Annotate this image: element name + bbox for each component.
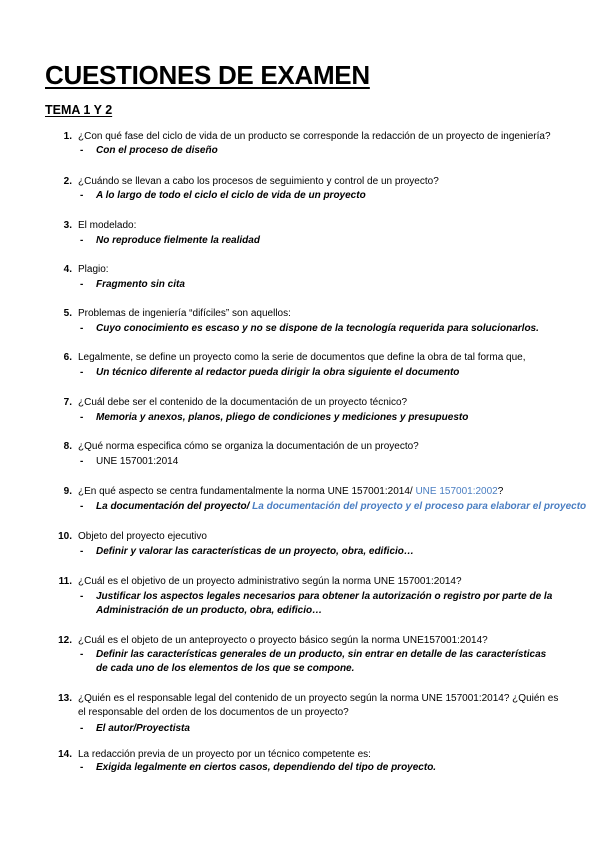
page-title: CUESTIONES DE EXAMEN (45, 60, 370, 90)
norm-link[interactable]: UNE 157001:2002 (415, 486, 498, 497)
question-text: El modelado: (78, 220, 137, 231)
question-number: 1. (63, 131, 72, 142)
question-text: ¿Quién es el responsable legal del contenido de un proyecto según la norma UNE 157001:2014? ¿Quién es el responsable del orden de los documentos de un proyecto? (78, 693, 559, 718)
question-text: ¿Cuál es el objeto de un anteproyecto o proyecto básico según la norma UNE157001:2014? (78, 635, 488, 646)
question-number: 5. (63, 308, 72, 319)
answer-text: Definir y valorar las características de un proyecto, obra, edificio… (96, 546, 414, 557)
document-page: CUESTIONES DE EXAMEN TEMA 1 Y 2 1. ¿Con qué fase del ciclo de vida de un producto se corresponde la redacción de un proyecto de ingeniería? - Con el proceso de diseño 2. ¿Cuándo se llevan a cabo los procesos de seguimiento y control de un proyecto? - A lo largo de todo el ciclo el ciclo de vida de un proyecto 3. El modelado: - No reproduce fielmente la realidad 4. Plagio: - Fragmento sin cita 5. Problemas de ingeniería “difíciles” son aquellos: - Cuyo conocimiento es escaso y no se dispone de la tecnología requerida para solucionarlos. 6. Legalmente, se define un proyecto como la serie de documentos que define la obra de tal forma que, - Un técnico diferente al redactor pueda dirigir la obra siguiente el documento 7. ¿Cuál debe ser el contenido de la documentación de un proyecto técnico? - Memoria y anexos, planos, pliego de condiciones y mediciones y presupuesto 8. ¿Qué norma especifica cómo se organiza la documentación de un proyecto? - UNE 157001:2014 9. ¿En qué aspecto se centra fundamentalmente la norma UNE 157001:2014/ UNE 157001:2002? - La documentación del proyecto/ La documentación del proyecto y el proceso para elaborar el proyecto 10. Objeto del proyecto ejecutivo - Definir y valorar las características de un proyecto, obra, edificio… 11. ¿Cuál es el objetivo de un proyecto administrativo según la norma UNE 157001:2014? - Justificar los aspectos legales necesarios para obtener la autorización o registro por parte de la Administración de un producto, obra, edificio… 12. ¿Cuál es el objeto de un anteproyecto o proyecto básico según la norma UNE157001:2014? - Definir las características generales de un producto, sin entrar en detalle de las características de cada uno de los elementos de los que se compone. 13. ¿Quién es el responsable legal del contenido de un proyecto según la norma UNE 157001:2014? ¿Quién es el responsable del orden de los documentos de un proyecto? - El autor/Proyectista 14. La redacción previa de un proyecto por un técnico competente es: - Exigida legalmente en ciertos casos, dependiendo del tipo de proyecto. (45, 60, 587, 773)
question-number: 3. (63, 220, 72, 231)
answer-text: Memoria y anexos, planos, pliego de condiciones y mediciones y presupuesto (96, 412, 469, 423)
answer-text: No reproduce fielmente la realidad (96, 235, 260, 246)
question-text: Plagio: (78, 264, 109, 275)
answer-text: Cuyo conocimiento es escaso y no se dispone de la tecnología requerida para solucionarlos. (96, 323, 539, 334)
question-number: 9. (63, 486, 72, 497)
question-text: Legalmente, se define un proyecto como la serie de documentos que define la obra de tal forma que, (78, 352, 526, 363)
answer-text: UNE 157001:2014 (96, 456, 179, 467)
question-number: 6. (63, 352, 72, 363)
section-heading: TEMA 1 Y 2 (45, 103, 113, 117)
question-number: 13. (58, 693, 72, 704)
answer-text: Un técnico diferente al redactor pueda dirigir la obra siguiente el documento (96, 367, 460, 378)
question-number: 8. (63, 441, 72, 452)
answer-text: A lo largo de todo el ciclo el ciclo de vida de un proyecto (96, 190, 366, 201)
question-text: ¿Qué norma especifica cómo se organiza la documentación de un proyecto? (78, 441, 419, 452)
question-text: ¿Con qué fase del ciclo de vida de un producto se corresponde la redacción de un proyecto de ingeniería? (78, 131, 551, 142)
question-text: ¿Cuál es el objetivo de un proyecto administrativo según la norma UNE 157001:2014? (78, 576, 462, 587)
answer-text: La documentación del proyecto/ La documentación del proyecto y el proceso para elaborar el proyecto (96, 501, 587, 512)
question-number: 4. (63, 264, 72, 275)
question-text: ¿Cuál debe ser el contenido de la documentación de un proyecto técnico? (78, 397, 408, 408)
question-number: 2. (63, 176, 72, 187)
answer-text: Exigida legalmente en ciertos casos, dependiendo del tipo de proyecto. (96, 762, 437, 773)
question-number: 7. (63, 397, 72, 408)
question-text: ¿En qué aspecto se centra fundamentalmente la norma UNE 157001:2014/ UNE 157001:2002? (78, 486, 504, 497)
question-number: 12. (58, 635, 72, 646)
question-text: ¿Cuándo se llevan a cabo los procesos de seguimiento y control de un proyecto? (78, 176, 439, 187)
question-number: 10. (58, 531, 72, 542)
question-text: Objeto del proyecto ejecutivo (78, 531, 207, 542)
question-text: La redacción previa de un proyecto por un técnico competente es: (78, 749, 371, 760)
question-number: 11. (58, 576, 72, 587)
answer-text: Definir las características generales de un producto, sin entrar en detalle de las características de cada uno de los elementos de los que se compone. (96, 649, 547, 674)
question-text: Problemas de ingeniería “difíciles” son aquellos: (78, 308, 291, 319)
answer-text: Fragmento sin cita (96, 279, 185, 290)
answer-text: Con el proceso de diseño (96, 145, 218, 156)
answer-link[interactable]: La documentación del proyecto y el proceso para elaborar el proyecto (252, 501, 587, 512)
question-number: 14. (58, 749, 72, 760)
answer-text: El autor/Proyectista (96, 723, 190, 734)
answer-text: Justificar los aspectos legales necesarios para obtener la autorización o registro por parte de la Administración de un producto, obra, edificio… (96, 591, 553, 616)
